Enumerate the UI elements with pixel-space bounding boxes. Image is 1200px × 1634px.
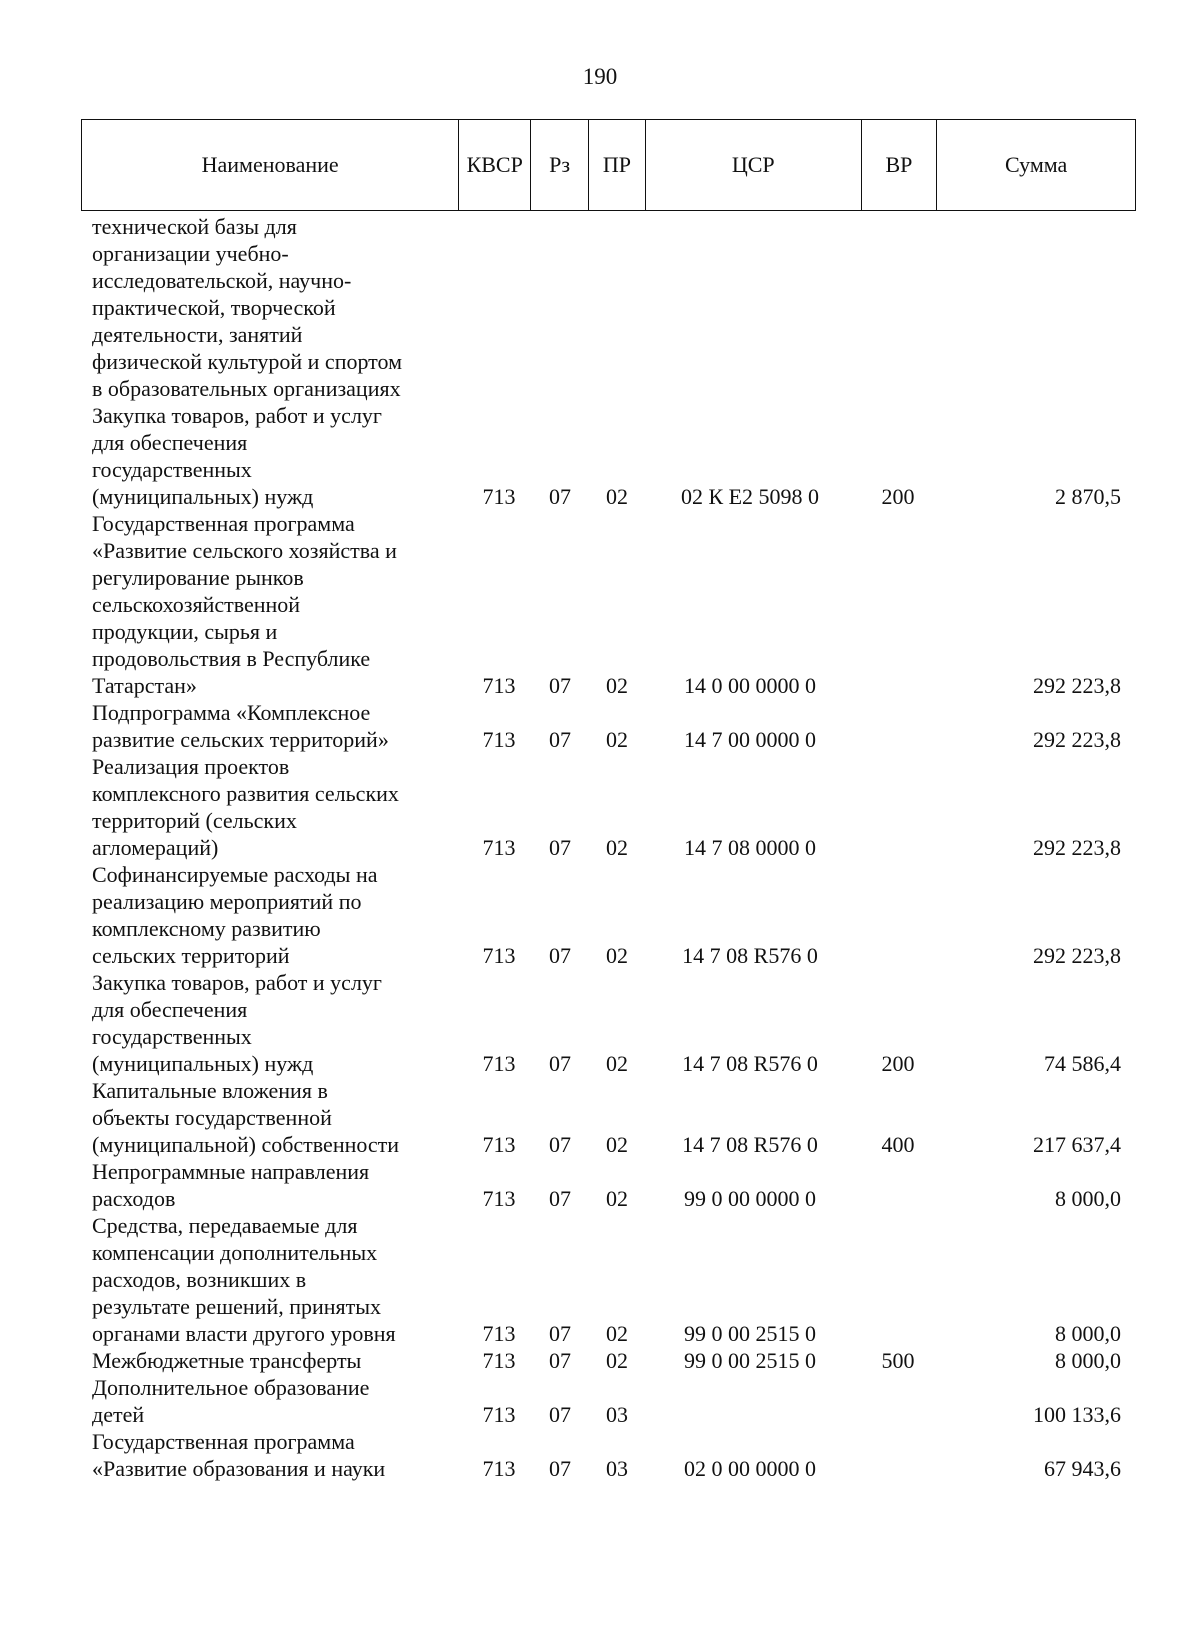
row-kvsr: 713 bbox=[482, 1132, 516, 1157]
row-pr: 02 bbox=[606, 1321, 628, 1346]
row-vr: 200 bbox=[881, 1051, 915, 1076]
row-rz: 07 bbox=[549, 1348, 571, 1373]
row-sum: 217 637,4 bbox=[1033, 1132, 1121, 1157]
row-name bbox=[92, 861, 448, 969]
row-name-line: Капитальные вложения в bbox=[92, 1078, 328, 1103]
row-kvsr: 713 bbox=[482, 1186, 516, 1211]
row-name-line: комплексного развития сельских bbox=[92, 781, 399, 806]
row-sum: 67 943,6 bbox=[1044, 1456, 1121, 1481]
row-name bbox=[92, 1212, 448, 1347]
table-row bbox=[0, 510, 1200, 699]
row-name-line: для обеспечения bbox=[92, 430, 248, 455]
row-sum: 8 000,0 bbox=[1055, 1321, 1121, 1346]
row-kvsr: 713 bbox=[482, 835, 516, 860]
row-csr: 99 0 00 2515 0 bbox=[684, 1348, 816, 1373]
header-vr: ВР bbox=[862, 120, 938, 210]
row-name bbox=[92, 969, 448, 1077]
row-csr: 99 0 00 2515 0 bbox=[684, 1321, 816, 1346]
row-csr: 99 0 00 0000 0 bbox=[684, 1186, 816, 1211]
row-name bbox=[92, 1158, 448, 1212]
row-name-line: Реализация проектов bbox=[92, 754, 290, 779]
row-name-line: Государственная программа bbox=[92, 1429, 355, 1454]
row-name-line: деятельности, занятий bbox=[92, 322, 303, 347]
row-sum: 74 586,4 bbox=[1044, 1051, 1121, 1076]
table-row bbox=[0, 753, 1200, 861]
table-row bbox=[0, 1077, 1200, 1158]
row-sum: 292 223,8 bbox=[1033, 727, 1121, 752]
row-name-line: реализацию мероприятий по bbox=[92, 889, 362, 914]
row-name-line: развитие сельских территорий» bbox=[92, 727, 389, 752]
row-kvsr: 713 bbox=[482, 1348, 516, 1373]
row-name-line: территорий (сельских bbox=[92, 808, 297, 833]
row-name-line: органами власти другого уровня bbox=[92, 1321, 396, 1346]
row-kvsr: 713 bbox=[482, 673, 516, 698]
row-kvsr: 713 bbox=[482, 727, 516, 752]
row-name-line: компенсации дополнительных bbox=[92, 1240, 378, 1265]
row-name-line: комплексному развитию bbox=[92, 916, 321, 941]
row-name-line: результате решений, принятых bbox=[92, 1294, 382, 1319]
row-name-line: государственных bbox=[92, 1024, 252, 1049]
row-csr: 02 0 00 0000 0 bbox=[684, 1456, 816, 1481]
row-sum: 2 870,5 bbox=[1055, 484, 1121, 509]
row-name-line: Закупка товаров, работ и услуг bbox=[92, 970, 382, 995]
row-sum: 8 000,0 bbox=[1055, 1186, 1121, 1211]
row-rz: 07 bbox=[549, 1321, 571, 1346]
row-name-line: Софинансируемые расходы на bbox=[92, 862, 378, 887]
row-kvsr: 713 bbox=[482, 1456, 516, 1481]
row-sum: 8 000,0 bbox=[1055, 1348, 1121, 1373]
row-name-line: агломераций) bbox=[92, 835, 219, 860]
row-name-line: продовольствия в Республике bbox=[92, 646, 371, 671]
table-row bbox=[0, 213, 1200, 402]
row-name-line: технической базы для bbox=[92, 214, 297, 239]
row-name-line: сельскохозяйственной bbox=[92, 592, 301, 617]
row-name-line: для обеспечения bbox=[92, 997, 248, 1022]
header-pr: ПР bbox=[589, 120, 646, 210]
row-name-line: «Развитие сельского хозяйства и bbox=[92, 538, 397, 563]
row-pr: 02 bbox=[606, 1348, 628, 1373]
row-pr: 02 bbox=[606, 484, 628, 509]
row-name-line: Межбюджетные трансферты bbox=[92, 1348, 362, 1373]
row-name-line: Средства, передаваемые для bbox=[92, 1213, 358, 1238]
row-name-line: «Развитие образования и науки bbox=[92, 1456, 386, 1481]
row-rz: 07 bbox=[549, 727, 571, 752]
table-row bbox=[0, 1212, 1200, 1347]
row-name-line: Подпрограмма «Комплексное bbox=[92, 700, 371, 725]
row-name-line: в образовательных организациях bbox=[92, 376, 401, 401]
row-kvsr: 713 bbox=[482, 1402, 516, 1427]
table-row bbox=[0, 861, 1200, 969]
row-name-line: Непрограммные направления bbox=[92, 1159, 370, 1184]
row-csr: 14 7 00 0000 0 bbox=[684, 727, 816, 752]
row-pr: 02 bbox=[606, 1186, 628, 1211]
row-name-line: Татарстан» bbox=[92, 673, 197, 698]
row-pr: 03 bbox=[606, 1402, 628, 1427]
table-body bbox=[0, 213, 1200, 1482]
header-rz: Рз bbox=[531, 120, 589, 210]
row-name bbox=[92, 1428, 448, 1482]
row-name-line: регулирование рынков bbox=[92, 565, 304, 590]
row-kvsr: 713 bbox=[482, 943, 516, 968]
row-rz: 07 bbox=[549, 484, 571, 509]
row-sum: 292 223,8 bbox=[1033, 943, 1121, 968]
row-pr: 02 bbox=[606, 943, 628, 968]
table-row bbox=[0, 969, 1200, 1077]
row-vr: 500 bbox=[881, 1348, 915, 1373]
row-sum: 292 223,8 bbox=[1033, 835, 1121, 860]
row-name-line: государственных bbox=[92, 457, 252, 482]
row-name-line: продукции, сырья и bbox=[92, 619, 278, 644]
row-rz: 07 bbox=[549, 1132, 571, 1157]
row-name-line: объекты государственной bbox=[92, 1105, 332, 1130]
row-vr: 400 bbox=[881, 1132, 915, 1157]
row-kvsr: 713 bbox=[482, 1051, 516, 1076]
row-name-line: расходов bbox=[92, 1186, 176, 1211]
row-csr: 14 7 08 R576 0 bbox=[682, 1051, 818, 1076]
row-pr: 03 bbox=[606, 1456, 628, 1481]
table-row bbox=[0, 402, 1200, 510]
row-name bbox=[92, 1374, 448, 1428]
row-csr: 14 0 00 0000 0 bbox=[684, 673, 816, 698]
row-rz: 07 bbox=[549, 1402, 571, 1427]
row-name bbox=[92, 753, 448, 861]
row-name-line: организации учебно- bbox=[92, 241, 289, 266]
row-rz: 07 bbox=[549, 943, 571, 968]
table-header bbox=[81, 119, 1136, 211]
row-rz: 07 bbox=[549, 1456, 571, 1481]
row-pr: 02 bbox=[606, 835, 628, 860]
row-pr: 02 bbox=[606, 727, 628, 752]
row-pr: 02 bbox=[606, 673, 628, 698]
row-vr: 200 bbox=[881, 484, 915, 509]
row-name-line: расходов, возникших в bbox=[92, 1267, 307, 1292]
table-row bbox=[0, 1347, 1200, 1374]
row-kvsr: 713 bbox=[482, 484, 516, 509]
header-name: Наименование bbox=[82, 120, 459, 210]
row-name bbox=[92, 1077, 448, 1158]
row-csr: 14 7 08 R576 0 bbox=[682, 1132, 818, 1157]
table-row bbox=[0, 1428, 1200, 1482]
row-name bbox=[92, 699, 448, 753]
row-name-line: (муниципальных) нужд bbox=[92, 1051, 314, 1076]
table-row bbox=[0, 699, 1200, 753]
row-csr: 14 7 08 0000 0 bbox=[684, 835, 816, 860]
row-sum: 100 133,6 bbox=[1033, 1402, 1121, 1427]
row-name bbox=[92, 213, 448, 402]
row-pr: 02 bbox=[606, 1051, 628, 1076]
row-name-line: (муниципальной) собственности bbox=[92, 1132, 400, 1157]
row-csr: 02 К Е2 5098 0 bbox=[680, 484, 820, 509]
header-kvsr: КВСР bbox=[459, 120, 531, 210]
row-kvsr: 713 bbox=[482, 1321, 516, 1346]
header-sum: Сумма bbox=[1005, 152, 1068, 177]
row-name-line: сельских территорий bbox=[92, 943, 290, 968]
row-sum: 292 223,8 bbox=[1033, 673, 1121, 698]
row-name bbox=[92, 510, 448, 699]
header-csr: ЦСР bbox=[646, 120, 862, 210]
row-name-line: детей bbox=[92, 1402, 145, 1427]
page-number: 190 bbox=[582, 64, 618, 89]
row-name-line: Дополнительное образование bbox=[92, 1375, 370, 1400]
row-rz: 07 bbox=[549, 1051, 571, 1076]
row-rz: 07 bbox=[549, 673, 571, 698]
row-name-line: физической культурой и спортом bbox=[92, 349, 403, 374]
table-row bbox=[0, 1158, 1200, 1212]
row-rz: 07 bbox=[549, 835, 571, 860]
row-name-line: исследовательской, научно- bbox=[92, 268, 352, 293]
row-name bbox=[92, 402, 448, 510]
row-name-line: Закупка товаров, работ и услуг bbox=[92, 403, 382, 428]
row-name bbox=[92, 1347, 448, 1374]
row-csr: 14 7 08 R576 0 bbox=[682, 943, 818, 968]
table-row bbox=[0, 1374, 1200, 1428]
row-name-line: Государственная программа bbox=[92, 511, 355, 536]
row-pr: 02 bbox=[606, 1132, 628, 1157]
row-name-line: (муниципальных) нужд bbox=[92, 484, 314, 509]
row-rz: 07 bbox=[549, 1186, 571, 1211]
row-name-line: практической, творческой bbox=[92, 295, 336, 320]
